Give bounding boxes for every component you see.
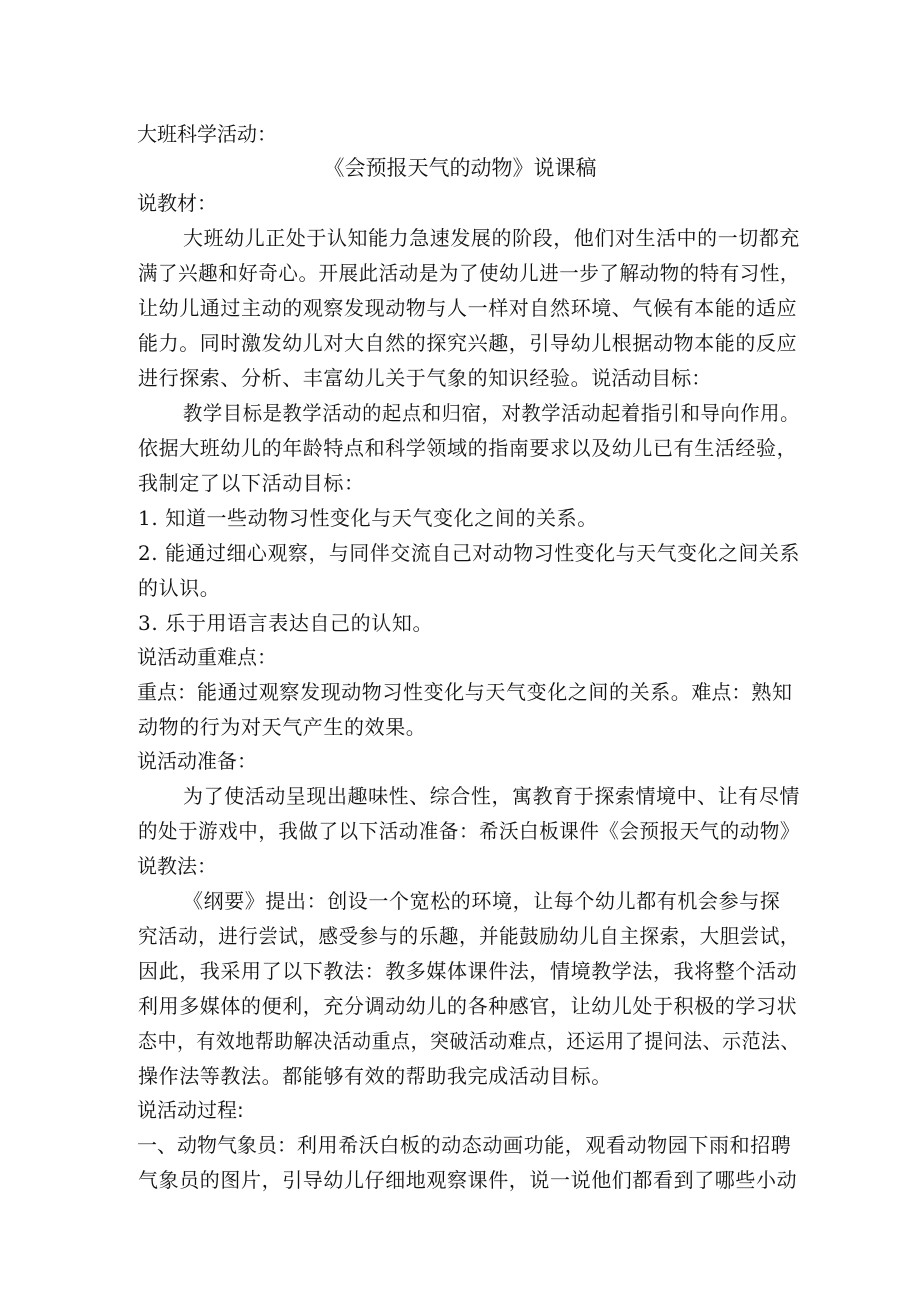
difficulty-text: 熟知 <box>751 680 793 704</box>
paragraph-line: 态中，有效地帮助解决活动重点，突破活动难点，还运用了提问法、示范法、 <box>138 1029 800 1053</box>
paragraph-line: 能力。同时激发幼儿对大自然的探究兴趣，引导幼儿根据动物本能的反应 <box>138 331 798 355</box>
paragraph-line: 让幼儿通过主动的观察发现动物与人一样对自然环境、气候有本能的适应 <box>138 296 798 320</box>
paragraph-text: 进行探索、分析、丰富幼儿关于气象的知识经验。 <box>138 366 592 390</box>
paragraph-line: 《纲要》提出：创设一个宽松的环境，让每个幼儿都有机会参与探 <box>183 889 781 913</box>
section-label-keypoints: 说活动重难点： <box>137 645 277 669</box>
paragraph-line: 究活动，进行尝试，感受参与的乐趣，并能鼓励幼儿自主探索，大胆尝试， <box>138 924 800 948</box>
paragraph-line: 动物的行为对天气产生的效果。 <box>138 715 427 739</box>
step-1-label: 一、动物气象员： <box>137 1133 297 1157</box>
paragraph-line: 气象员的图片，引导幼儿仔细地观察课件，说一说他们都看到了哪些小动 <box>138 1168 798 1192</box>
paragraph-line: 操作法等教法。都能够有效的帮助我完成活动目标。 <box>138 1064 612 1088</box>
paragraph-line: 大班幼儿正处于认知能力急速发展的阶段，他们对生活中的一切都充 <box>183 226 800 250</box>
section-label-methods: 说教法： <box>137 854 217 878</box>
goal-item-2-cont: 的认识。 <box>138 576 221 600</box>
paragraph-line: 因此，我采用了以下教法：教多媒体课件法，情境教学法，我将整个活动 <box>138 959 798 983</box>
paragraph-line: 满了兴趣和好奇心。开展此活动是为了使幼儿进一步了解动物的特有习性， <box>138 261 800 285</box>
section-label-prep: 说活动准备： <box>137 749 257 773</box>
key-label: 重点： <box>137 680 197 704</box>
section-label-process: 说活动过程: <box>137 1098 244 1122</box>
key-text: 能通过观察发现动物习性变化与天气变化之间的关系。 <box>197 680 692 704</box>
keypoints-line <box>137 676 793 705</box>
difficulty-label: 难点： <box>691 680 752 704</box>
document-title: 《会预报天气的动物》说课稿 <box>323 156 597 180</box>
process-step-1 <box>137 1129 791 1158</box>
activity-heading: 大班科学活动： <box>137 122 277 146</box>
paragraph-line-with-label <box>138 362 711 391</box>
paragraph-line: 利用多媒体的便利，充分调动幼儿的各种感官，让幼儿处于积极的学习状 <box>138 994 798 1018</box>
paragraph-line: 为了使活动呈现出趣味性、综合性，寓教育于探索情境中、让有尽情 <box>183 784 800 808</box>
paragraph-line: 依据大班幼儿的年龄特点和科学领域的指南要求以及幼儿已有生活经验， <box>138 436 798 460</box>
goal-item-2: 2. 能通过细心观察，与同伴交流自己对动物习性变化与天气变化之间关系 <box>138 541 800 565</box>
paragraph-line: 教学目标是教学活动的起点和归宿，对教学活动起着指引和导向作用。 <box>183 401 800 425</box>
paragraph-line: 的处于游戏中，我做了以下活动准备：希沃白板课件《会预报天气的动物》 <box>138 819 800 843</box>
goal-item-1: 1. 知道一些动物习性变化与天气变化之间的关系。 <box>138 506 598 530</box>
step-1-text: 利用希沃白板的动态动画功能，观看动物园下雨和招聘 <box>297 1133 792 1157</box>
paragraph-line: 我制定了以下活动目标： <box>138 471 365 495</box>
section-label-goals: 说活动目标： <box>591 366 712 390</box>
section-label-textbook: 说教材： <box>137 191 217 215</box>
goal-item-3: 3. 乐于用语言表达自己的认知。 <box>138 611 434 635</box>
